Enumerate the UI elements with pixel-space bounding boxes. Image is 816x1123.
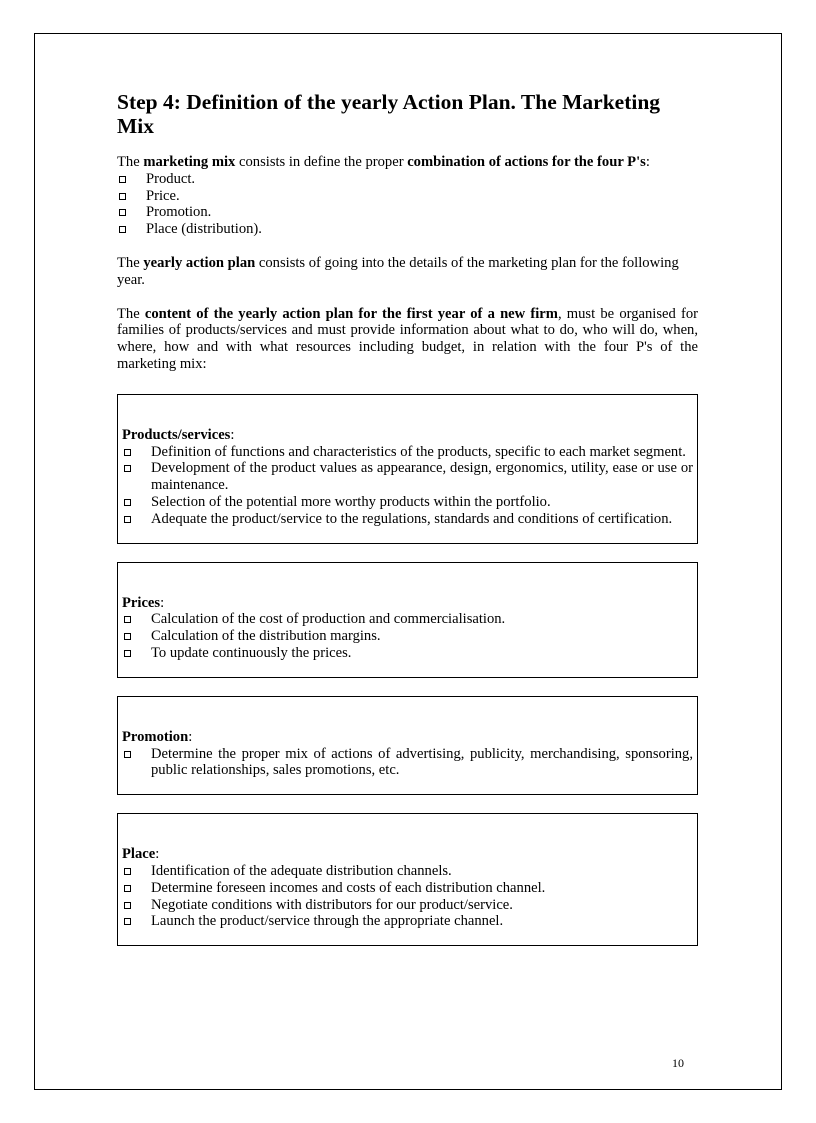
box-title: Products/services — [122, 426, 231, 443]
checkbox-bullet-icon — [124, 633, 131, 640]
list-item — [122, 746, 693, 780]
list-item — [117, 204, 698, 221]
checkbox-bullet-icon — [124, 499, 131, 506]
intro-bold-1: marketing mix — [143, 154, 236, 170]
box-title: Place — [122, 846, 156, 863]
checkbox-bullet-icon — [119, 209, 126, 216]
list-item — [122, 494, 693, 511]
list-item — [122, 611, 693, 628]
checkbox-bullet-icon — [124, 751, 131, 758]
intro-text-3: : — [645, 154, 650, 170]
yearly-text-2: consists of going into the details of the marketing plan for the following year. — [117, 254, 679, 288]
yearly-text-1: The — [117, 254, 144, 271]
list-item — [122, 511, 693, 528]
box-title-suffix: : — [230, 426, 235, 443]
list-item-text: Price. — [146, 187, 180, 204]
section-heading: Step 4: Definition of the yearly Action Plan. The Marketing Mix — [117, 90, 661, 138]
checkbox-bullet-icon — [124, 465, 131, 472]
list-item-text: Development of the product values as appearance, design, ergonomics, utility, ease or use or maintenance. — [151, 460, 693, 494]
list-item-text: To update continuously the prices. — [151, 644, 352, 661]
checkbox-bullet-icon — [119, 176, 126, 183]
box-title: Prices — [122, 594, 161, 611]
checkbox-bullet-icon — [124, 868, 131, 875]
list-item-text: Selection of the potential more worthy products within the portfolio. — [151, 493, 551, 510]
checkbox-bullet-icon — [124, 650, 131, 657]
list-item-text: Adequate the product/service to the regulations, standards and conditions of certification. — [151, 510, 673, 527]
checkbox-bullet-icon — [124, 616, 131, 623]
list-item — [122, 863, 693, 880]
list-item-text: Place (distribution). — [146, 221, 262, 238]
list-item-text: Identification of the adequate distribution channels. — [151, 862, 452, 879]
checkbox-bullet-icon — [119, 226, 126, 233]
content-paragraph — [117, 306, 698, 373]
box-title-suffix: : — [160, 594, 165, 611]
promotion-box — [117, 696, 698, 795]
list-item — [122, 460, 693, 494]
list-item-text: Definition of functions and characteristics of the products, specific to each market segment. — [151, 443, 686, 460]
checkbox-bullet-icon — [119, 193, 126, 200]
list-item — [122, 645, 693, 662]
list-item — [122, 897, 693, 914]
list-item-text: Calculation of the cost of production and commercialisation. — [151, 611, 506, 628]
four-ps-list — [117, 171, 698, 238]
content-text-2: , must be organised for families of products/services and must provide information about what to do, who will do, when, where, how and with what resources including budget, in relation with the four P's of the marketing mix: — [117, 305, 698, 372]
list-item — [122, 444, 693, 461]
list-item — [117, 171, 698, 188]
list-item — [122, 880, 693, 897]
page-number: 10 — [672, 1056, 684, 1070]
list-item-text: Negotiate conditions with distributors for our product/service. — [151, 896, 513, 913]
list-item — [122, 628, 693, 645]
list-item — [117, 188, 698, 205]
intro-paragraph — [117, 154, 698, 171]
yearly-bold-1: yearly action plan — [143, 254, 256, 271]
list-item-text: Determine foreseen incomes and costs of each distribution channel. — [151, 879, 546, 896]
checkbox-bullet-icon — [124, 902, 131, 909]
checkbox-bullet-icon — [124, 918, 131, 925]
yearly-plan-paragraph — [117, 255, 698, 289]
products-services-box — [117, 394, 698, 544]
intro-text-1: The — [117, 154, 144, 170]
list-item-text: Product. — [146, 170, 196, 187]
list-item-text: Determine the proper mix of actions of advertising, publicity, merchandising, sponsoring, public relationships, sales promotions, etc. — [151, 745, 693, 779]
list-item-text: Calculation of the distribution margins. — [151, 628, 381, 645]
checkbox-bullet-icon — [124, 449, 131, 456]
list-item — [122, 913, 693, 930]
content-bold-1: content of the yearly action plan for the first year of a new firm — [144, 305, 558, 322]
list-item-text: Promotion. — [146, 204, 212, 221]
checkbox-bullet-icon — [124, 516, 131, 523]
list-item-text: Launch the product/service through the appropriate channel. — [151, 913, 504, 930]
intro-text-2: consists in define the proper — [235, 154, 408, 170]
box-title: Promotion — [122, 728, 189, 745]
box-title-suffix: : — [155, 846, 160, 863]
place-box — [117, 813, 698, 946]
document-body — [117, 90, 698, 946]
prices-box — [117, 562, 698, 678]
checkbox-bullet-icon — [124, 885, 131, 892]
content-text-1: The — [117, 305, 145, 322]
intro-bold-2: combination of actions for the four P's — [407, 154, 646, 170]
list-item — [117, 221, 698, 238]
box-title-suffix: : — [188, 728, 193, 745]
